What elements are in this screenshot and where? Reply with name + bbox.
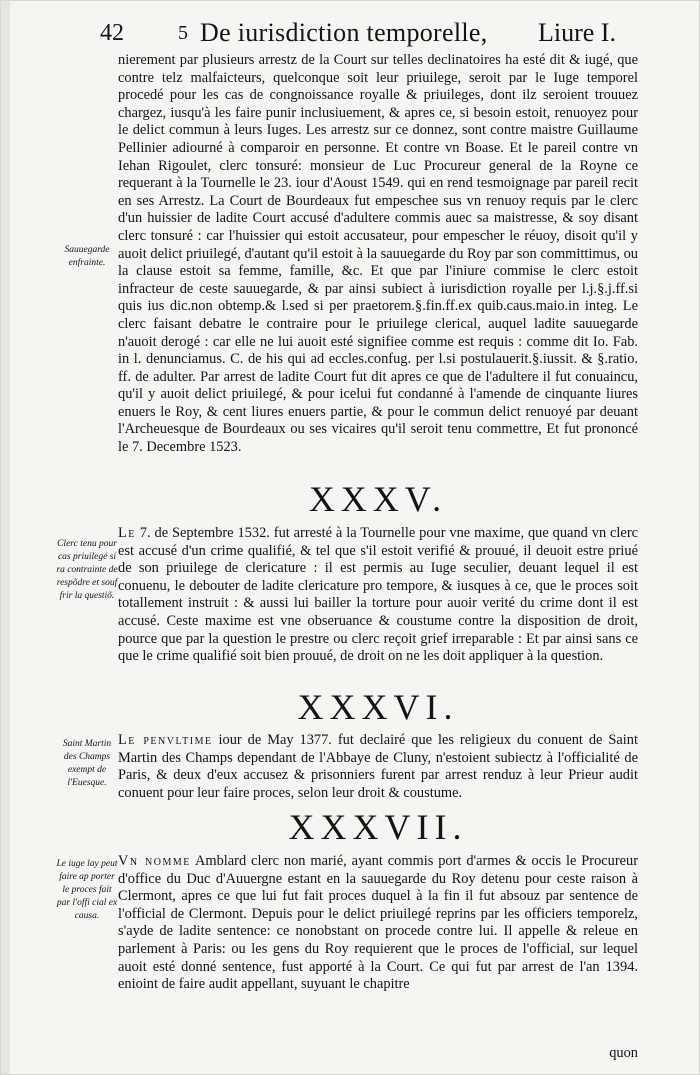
paragraph-lead: Vn nomme	[118, 853, 191, 869]
paragraph-37	[118, 853, 638, 994]
paragraph-text: 7. de Septembre 1532. fut arresté à la Tournelle pour vne maxime, que quand vn clerc est accusé d'un crime qualifié, & tel que s'il estoit verifié & prouué, il deuoit estre priué de son priuilege de clericature : il est permis au Iuge seculier, deuant lequel il est conuenu, le debouter de ladite clericature pro tempore, & iusques à ce, que le proces soit totallement instruit : & aussi lui bailler la torture pour auoir verité du crime dont il est accusé. Ceste maxime est vne obseruance & coustume contre la disposition de droit, pource que par la question le prestre ou clerc reçoit grief irreparable : Et par ainsi sans ce que le crime qualifié soit bien prouué, de droit on ne les doit appliquer à la question.	[118, 525, 638, 665]
book-label: Liure I.	[538, 18, 616, 47]
signature-mark: 5	[178, 22, 188, 44]
paragraph-lead: Le	[118, 525, 136, 541]
page-header	[100, 18, 660, 54]
paragraph-36	[118, 732, 638, 802]
margin-note-saint-martin: Saint Martin des Champs exempt de l'Euesque.	[62, 739, 112, 788]
catchword: quon	[609, 1045, 638, 1061]
paragraph-text: iour de May 1377. fut declairé que les religieux du conuent de Saint Martin des Champs dependant de l'Abbaye de Cluny, n'estoient subiectz à l'officialité de Paris, & deux d'eux accusez & prisonniers furent par arrest renduz à leur Prieur audit conuent pour leur faire proces, selon leur droit & coustume.	[118, 732, 638, 801]
section-heading-36: XXXVI.	[297, 687, 459, 727]
paragraph-text: nierement par plusieurs arrestz de la Court sur telles declinatoires ha esté dit & iugé, que contre telz malfaicteurs, quelconque soit leur priuilege, seroit par le Iuge temporel procedé pour les cas de congnoissance royalle & priuileges, dont ilz seroient trouuez chargez, iusqu'à les faire punir inclusiuement, & apres ce, si besoin estoit, renuoyez pour le delict commun à leurs Iuges. Les arrestz sur ce donnez, sont contre maistre Guillaume Pellinier adiourné à comparoir en personne. Et contre vn Boase. Et le pareil contre vn Iehan Rigoulet, clerc tonsuré: monsieur de Luc Procureur general de la Royne ce requerant à la Tournelle le 23. iour d'Aoust 1549. qui en rend tesmoignage par pareil recit en ses Arrestz. La Court de Bourdeaux fut empeschee sus vn renuoy requis par le clerc d'un huissier de ladite Court accusé d'adultere commis auec sa maistresse, & soy disant clerc tonsuré : car l'huissier qui estoit accusateur, pour empescher le réuoy, disoit qu'il y auoit delict priuilegé, d'autant qu'il estoit à la sauuegarde du Roy par son committimus, ou la clause estoit sa femme, famille, &c. Et que par l'iniure commise le clerc estoit infracteur de ceste sauuegarde, & par ainsi subiect à iurisdiction royalle per l.j.§.j.ff.si quis ius dic.non obtemp.& l.sed si per praetorem.§.fin.ff.ex quib.caus.maio.in integ. Le clerc faisant debatre le contraire pour le priuilege clerical, auquel ladite sauuegarde n'auoit derogé : car elle ne lui auoit esté signifiee comme est requis : comme dit Io. Fab. in l. denunciamus. C. de his qui ad eccles.confug. per l.si postulauerit.§.iussit. & §.ratio. ff. de adulter. Par arrest de ladite Court fut dit apres ce que de l'adultere il fut conuaincu, qu'il y auoit delict priuilegé, & pour icelui fut condanné à l'amende de cinquante liures enuers le Roy, & cent liures enuers partie, & pour le commun delict renuoyé par deuant l'Archeuesque de Bourdeaux ou ses vicaires qu'il seroit tenu commettre, Et fut prononcé le 7. Decembre 1523.	[118, 52, 638, 456]
paragraph-text: Amblard clerc non marié, ayant commis port d'armes & occis le Procureur d'office du Duc d'Auuergne estant en la sauuegarde du Roy detenu pour ceste raison à Clermont, apres ce que lui fut fait proces duquel à la fin il fut absouz par sentence de l'official de Clermont. Depuis pour le delict priuilegé reprins par les officiers temporelz, s'ayde de ladite sentence: ce nonobstant on procede contre lui. Il appelle & releue en parlement à Paris: ou les gens du Roy requierent que le proces de l'official, sur lequel auoit esté donné sentence, fust apporté à la Court. Ce qui fut par arrest de l'an 1394. enioint de faire audit appellant, suyuant le chapitre	[118, 853, 639, 993]
margin-note-sauuegarde: Sauuegarde enfrainte.	[64, 245, 110, 268]
paragraph-35	[118, 525, 638, 666]
margin-note-iuge-lay: Le iuge lay peut faire ap porter le proces fait par l'offi cial ex causa.	[56, 859, 118, 921]
section-heading-37: XXXVII.	[288, 807, 468, 847]
paragraph-lead: Le penvltime	[118, 732, 213, 748]
page-number: 42	[100, 20, 124, 46]
margin-note-clerc-tenu: Clerc tenu pour cas priuilegé si ra contrainte de respõdre et souf frir la questiõ.	[56, 539, 118, 601]
section-heading-35: XXXV.	[308, 479, 448, 519]
paragraph-continuation	[118, 52, 638, 457]
running-title: De iurisdiction temporelle,	[200, 18, 488, 47]
